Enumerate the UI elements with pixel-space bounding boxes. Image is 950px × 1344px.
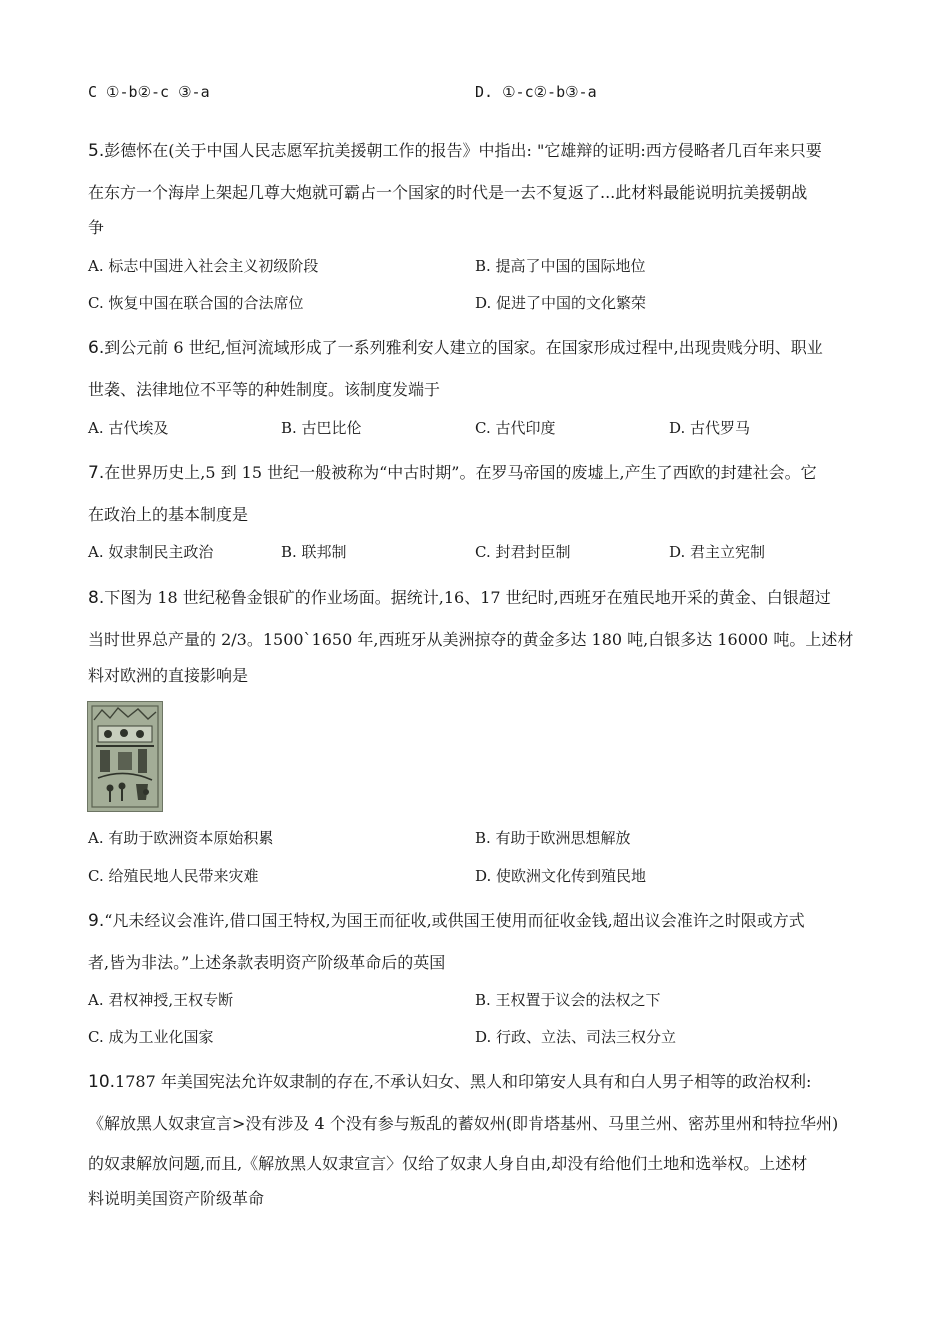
q6-option-b: B. 古巴比伦 [281, 419, 362, 437]
q8-option-b: B. 有助于欧洲思想解放 [475, 829, 631, 847]
mine-illustration [87, 701, 163, 812]
q8-stem-line-3: 料对欧洲的直接影响是 [88, 666, 249, 685]
q7-number: 7. [88, 463, 105, 483]
q5-stem-line-2: 在东方一个海岸上架起几尊大炮就可霸占一个国家的时代是一去不复返了...此材料最能说明抗美援朝战 [88, 183, 808, 202]
q6-number: 6. [88, 338, 105, 358]
q4-option-c: C ①-b②-c ③-a [88, 83, 210, 101]
q5-option-b: B. 提高了中国的国际地位 [475, 257, 646, 275]
q9-option-b: B. 王权置于议会的法权之下 [475, 991, 661, 1009]
q5-option-d: D. 促进了中国的文化繁荣 [475, 294, 647, 312]
q9-stem-line-1 [88, 911, 805, 931]
q8-option-a: A. 有助于欧洲资本原始积累 [88, 829, 274, 847]
q6-option-d: D. 古代罗马 [669, 419, 751, 437]
q6-stem-line-2: 世袭、法律地位不平等的种姓制度。该制度发端于 [88, 380, 441, 399]
q10-stem-line-4: 料说明美国资产阶级革命 [88, 1189, 265, 1208]
q8-stem-line-2: 当时世界总产量的 2/3。1500`1650 年,西班牙从美洲掠夺的黄金多达 180 吨,白银多达 16000 吨。上述材 [88, 630, 854, 649]
q7-text-1: 在世界历史上,5 到 15 世纪一般被称为“中古时期”。在罗马帝国的废墟上,产生了西欧的封建社会。它 [104, 463, 817, 482]
q8-option-d: D. 使欧洲文化传到殖民地 [475, 867, 647, 885]
q9-option-c: C. 成为工业化国家 [88, 1028, 214, 1046]
q10-stem-line-1 [88, 1072, 811, 1092]
q5-stem-line-1 [88, 141, 822, 161]
q10-stem-line-3: 的奴隶解放问题,而且,《解放黑人奴隶宣言〉仅给了奴隶人身自由,却没有给他们土地和选举权。上述材 [88, 1154, 808, 1173]
q10-text-1: 1787 年美国宪法允许奴隶制的存在,不承认妇女、黑人和印第安人具有和白人男子相等的政治权利: [115, 1072, 812, 1091]
q10-number: 10. [88, 1072, 116, 1092]
q6-option-a: A. 古代埃及 [88, 419, 169, 437]
mine-illustration-drawing [88, 702, 162, 811]
q7-option-c: C. 封君封臣制 [475, 543, 571, 561]
q7-stem-line-2: 在政治上的基本制度是 [88, 505, 249, 524]
q5-stem-line-3: 争 [88, 218, 105, 237]
q9-stem-line-2: 者,皆为非法。”上述条款表明资产阶级革命后的英国 [88, 953, 446, 972]
q6-stem-line-1 [88, 338, 823, 358]
q5-option-c: C. 恢复中国在联合国的合法席位 [88, 294, 304, 312]
q7-option-b: B. 联邦制 [281, 543, 347, 561]
q9-option-d: D. 行政、立法、司法三权分立 [475, 1028, 677, 1046]
q8-text-1: 下图为 18 世纪秘鲁金银矿的作业场面。据统计,16、17 世纪时,西班牙在殖民地开采的黄金、白银超过 [104, 588, 831, 607]
q8-number: 8. [88, 588, 105, 608]
q8-option-c: C. 给殖民地人民带来灾难 [88, 867, 259, 885]
q4-option-d: D. ①-c②-b③-a [475, 83, 597, 101]
q5-number: 5. [88, 141, 105, 161]
q9-text-1: “凡未经议会准许,借口国王特权,为国王而征收,或供国王使用而征收金钱,超出议会准许之时限或方式 [104, 911, 805, 930]
q7-option-a: A. 奴隶制民主政治 [88, 543, 214, 561]
q7-option-d: D. 君主立宪制 [669, 543, 766, 561]
q9-number: 9. [88, 911, 105, 931]
q8-stem-line-1 [88, 588, 831, 608]
q9-option-a: A. 君权神授,王权专断 [88, 991, 234, 1009]
q5-option-a: A. 标志中国进入社会主义初级阶段 [88, 257, 319, 275]
q6-option-c: C. 古代印度 [475, 419, 556, 437]
q5-text-1: 彭德怀在(关于中国人民志愿军抗美援朝工作的报告》中指出: "它雄辩的证明:西方侵略者几百年来只要 [104, 141, 822, 160]
q7-stem-line-1 [88, 463, 817, 483]
q6-text-1: 到公元前 6 世纪,恒河流域形成了一系列雅利安人建立的国家。在国家形成过程中,出现贵贱分明、职业 [104, 338, 823, 357]
q10-stem-line-2: 《解放黑人奴隶宣言>没有涉及 4 个没有参与叛乱的蓄奴州(即肯塔基州、马里兰州、密苏里州和特拉华州) [88, 1114, 839, 1133]
